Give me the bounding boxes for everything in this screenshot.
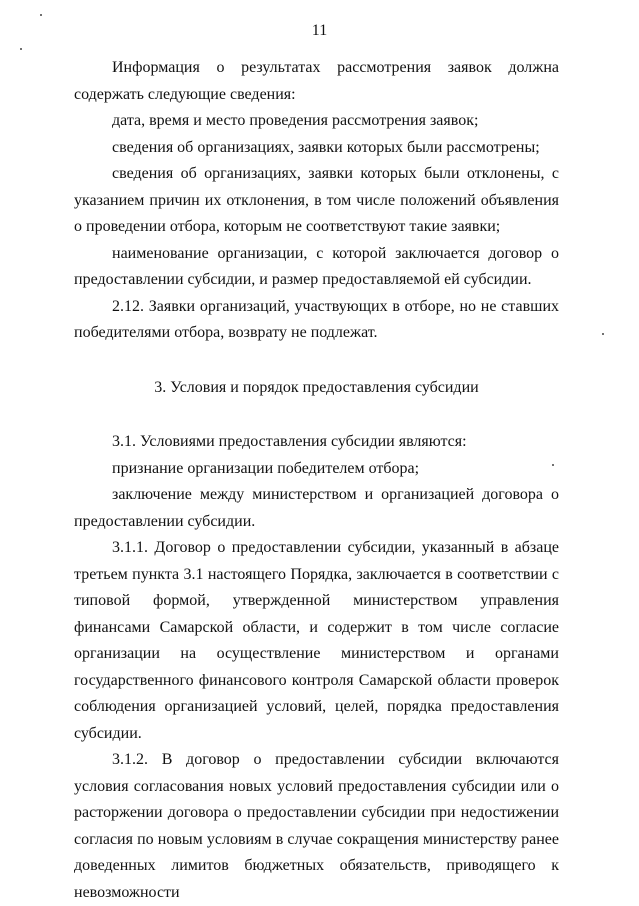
page-number: 11 xyxy=(311,22,328,39)
section-heading: 3. Условия и порядок предоставления субсидии xyxy=(154,378,479,396)
paragraph: Информация о результатах рассмотрения заявок должна содержать следующие сведения: xyxy=(74,59,559,103)
paragraph: дата, время и место проведения рассмотрения заявок; xyxy=(112,112,479,129)
document-body xyxy=(74,55,559,906)
paragraph: сведения об организациях, заявки которых были отклонены, с указанием причин их отклонения, в том числе положений объявления о проведении отбора, которым не соответствуют такие заявки; xyxy=(74,165,559,235)
paragraph: признание организации победителем отбора; xyxy=(112,459,420,477)
scan-speck xyxy=(40,14,42,16)
paragraph: 2.12. Заявки организаций, участвующих в отборе, но не ставших победителями отбора, возврату не подлежат. xyxy=(74,297,559,341)
paragraph: 3.1.2. В договор о предоставлении субсидии включаются условия согласования новых условий предоставления субсидии или о расторжении договора о предоставлении субсидии при недостижении согласия по новым условиям в случае сокращения министерству ранее доведенных лимитов бюджетных обязательств, приводящего к невозможности xyxy=(74,751,559,901)
paragraph: 3.1. Условиями предоставления субсидии являются: xyxy=(112,433,467,450)
paragraph: сведения об организациях, заявки которых были рассмотрены; xyxy=(112,138,540,156)
scan-speck xyxy=(552,464,554,466)
paragraph: наименование организации, с которой заключается договор о предоставлении субсидии, и размер предоставляемой ей субсидии. xyxy=(74,244,559,288)
paragraph: заключение между министерством и организацией договора о предоставлении субсидии. xyxy=(74,486,559,530)
paragraph: 3.1.1. Договор о предоставлении субсидии, указанный в абзаце третьем пункта 3.1 настоящего Порядка, заключается в соответствии с типовой формой, утвержденной министерством управления финансами Самарской области, и содержит в том числе согласие организации на осуществление министерством и органами государственного финансового контроля Самарской области проверок соблюдения организацией условий, целей, порядка предоставления субсидии. xyxy=(74,539,559,742)
scan-speck xyxy=(602,333,604,335)
scan-speck xyxy=(20,48,22,50)
